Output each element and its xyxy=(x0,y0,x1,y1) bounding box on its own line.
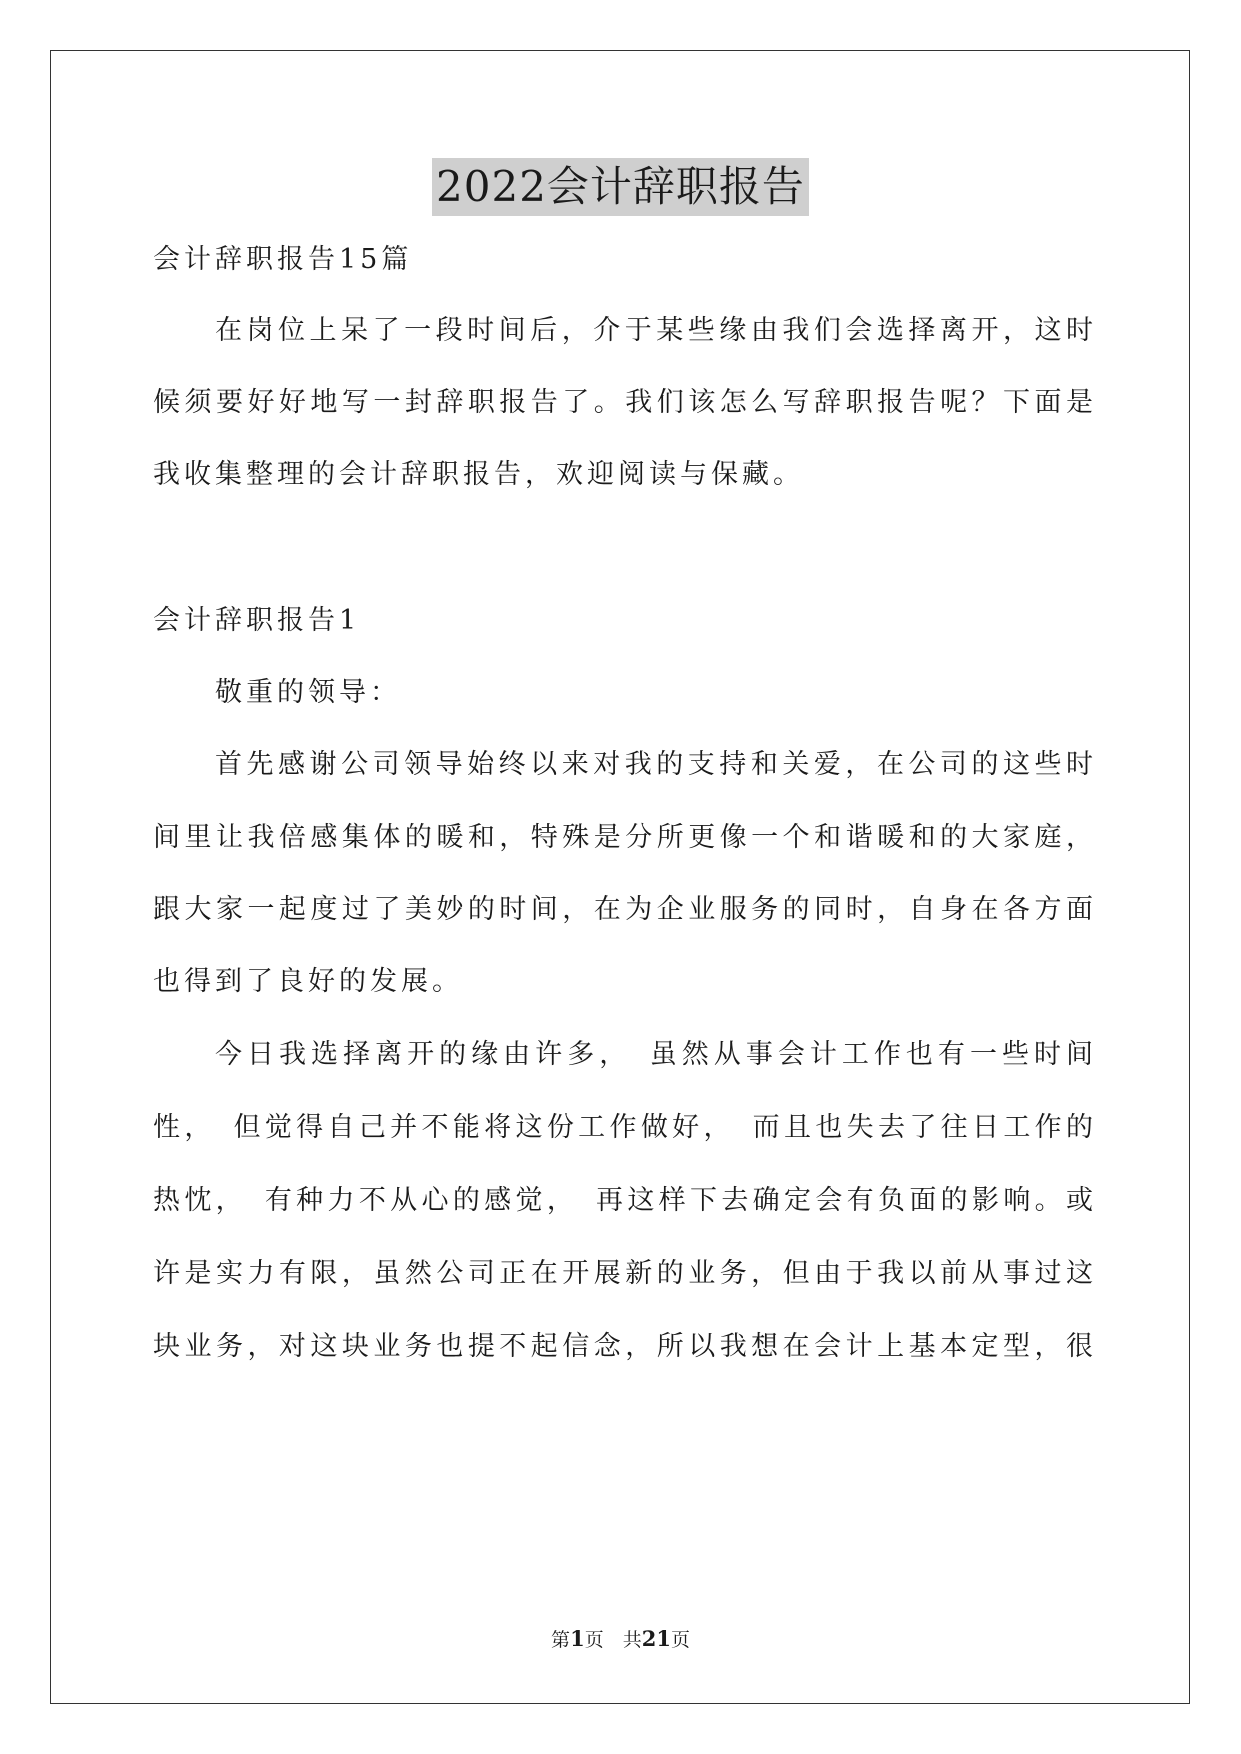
page-footer xyxy=(0,1626,1241,1653)
paragraph-line: 首先感谢公司领导始终以来对我的支持和关爱，在公司的这些时 xyxy=(215,749,1093,780)
footer-prefix: 第 xyxy=(551,1629,571,1651)
paragraph-line: 间里让我倍感集体的暖和，特殊是分所更像一个和谐暖和的大家庭， xyxy=(153,822,1093,853)
paragraph-line: 候须要好好地写一封辞职报告了。我们该怎么写辞职报告呢？下面是 xyxy=(153,387,1093,418)
paragraph-line: 块业务，对这块业务也提不起信念，所以我想在会计上基本定型，很 xyxy=(153,1331,1093,1362)
title-container xyxy=(0,158,1241,216)
footer-suffix: 页 xyxy=(670,1629,690,1651)
total-page-number: 21 xyxy=(641,1626,671,1651)
paragraph-line: 我收集整理的会计辞职报告，欢迎阅读与保藏。 xyxy=(153,459,804,490)
salutation-line: 敬重的领导： xyxy=(215,677,401,708)
footer-mid: 页 共 xyxy=(584,1629,642,1651)
paragraph-line: 在岗位上呆了一段时间后，介于某些缘由我们会选择离开，这时 xyxy=(215,315,1093,346)
document-title: 2022会计辞职报告 xyxy=(432,158,809,216)
section-heading: 会计辞职报告1 xyxy=(153,605,361,636)
current-page-number: 1 xyxy=(570,1626,585,1651)
subtitle-line: 会计辞职报告15篇 xyxy=(153,244,413,275)
paragraph-line: 跟大家一起度过了美妙的时间，在为企业服务的同时，自身在各方面 xyxy=(153,894,1093,925)
paragraph-line: 也得到了良好的发展。 xyxy=(153,966,463,997)
paragraph-line: 性， 但觉得自己并不能将这份工作做好， 而且也失去了往日工作的 xyxy=(153,1112,1093,1143)
paragraph-line: 今日我选择离开的缘由许多， 虽然从事会计工作也有一些时间 xyxy=(215,1039,1093,1070)
paragraph-line: 热忱， 有种力不从心的感觉， 再这样下去确定会有负面的影响。或 xyxy=(153,1185,1093,1216)
paragraph-line: 许是实力有限，虽然公司正在开展新的业务，但由于我以前从事过这 xyxy=(153,1258,1093,1289)
page-border xyxy=(50,50,1190,1704)
